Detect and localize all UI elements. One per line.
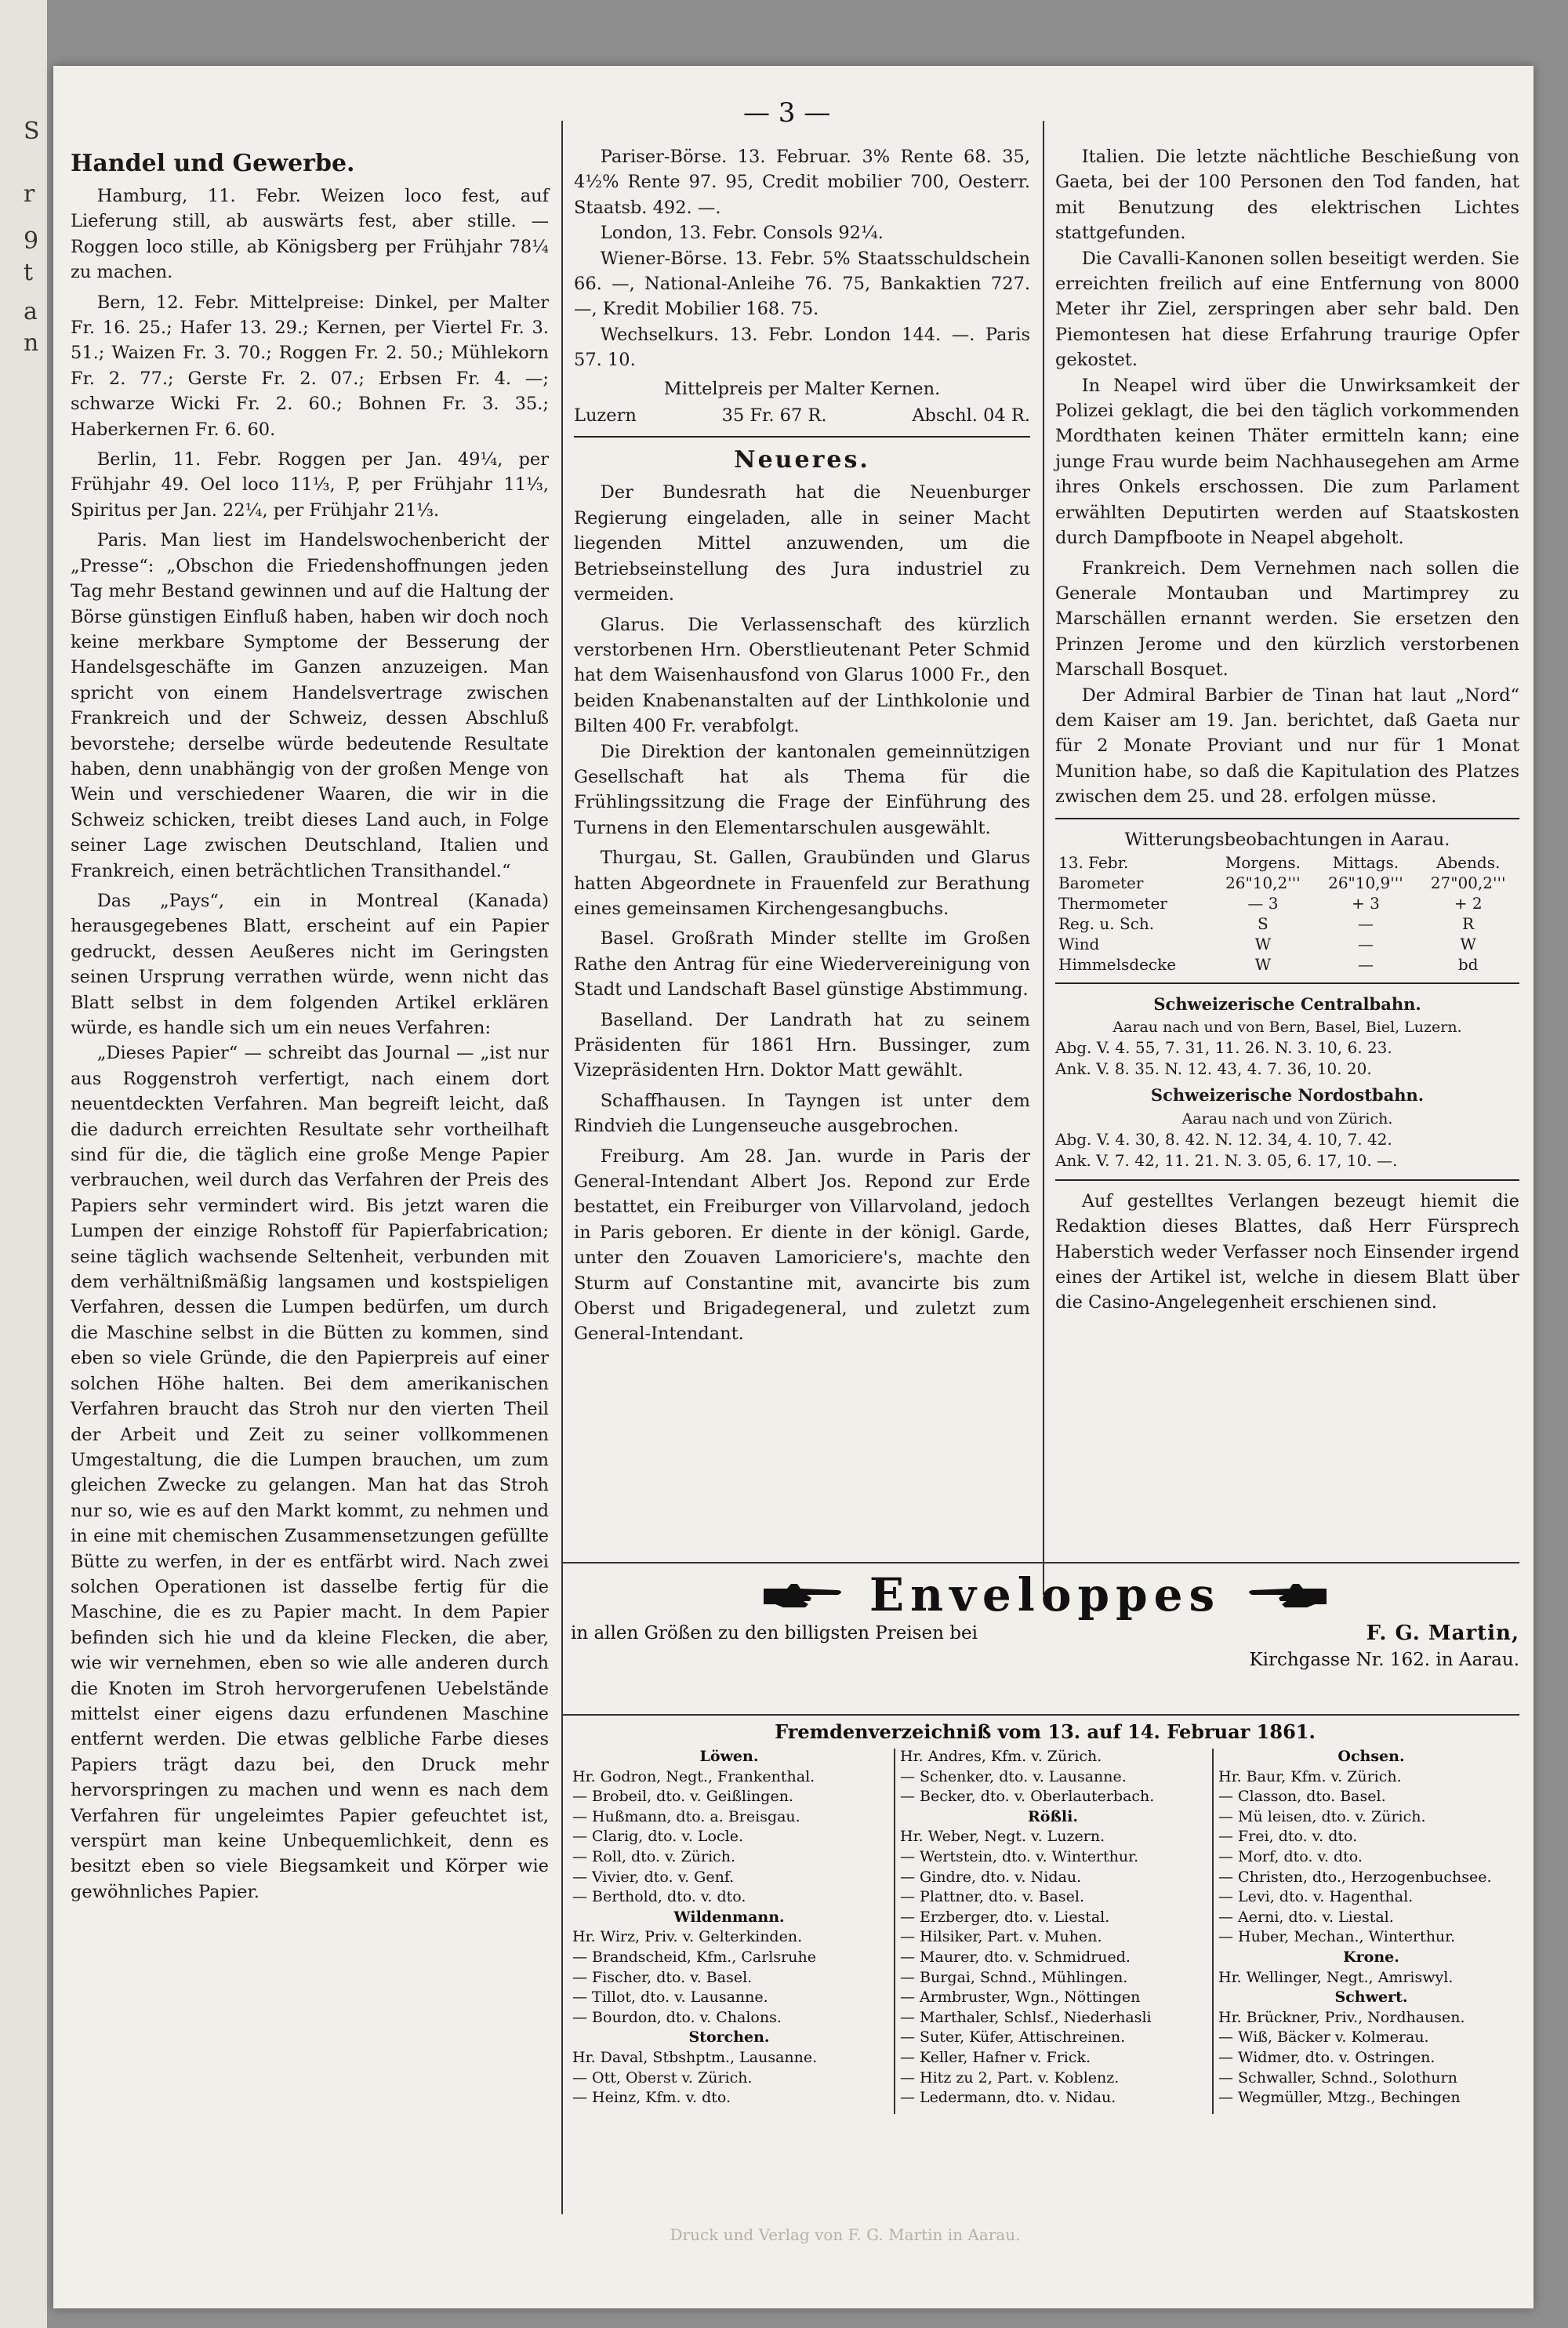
weather-table xyxy=(1055,852,1519,975)
rail-nordost-abg: Abg. V. 4. 30, 8. 42. N. 12. 34, 4. 10, 7. 42. xyxy=(1055,1129,1392,1149)
guest-entry: — Plattner, dto. v. Basel. xyxy=(900,1888,1084,1906)
section-title-handel: Handel und Gewerbe. xyxy=(71,150,355,177)
guest-entry: — Vivier, dto. v. Genf. xyxy=(572,1868,735,1886)
article-thurgau: Thurgau, St. Gallen, Graubünden und Glarus hatten Abgeordnete in Frauenfeld zur Berathung eines gemeinsamen Kirchengesangbuchs. xyxy=(574,848,1030,919)
guest-entry: Hr. Weber, Negt. v. Luzern. xyxy=(900,1828,1105,1846)
mittelpreis-row xyxy=(574,403,1030,428)
fremden-rule-2 xyxy=(1212,1749,1214,2114)
table-row: Thermometer — 3 + 3 + 2 xyxy=(1058,893,1483,913)
rail-nordost-sub: Aarau nach und von Zürich. xyxy=(1181,1110,1393,1128)
guest-entry: — Hitz zu 2, Part. v. Koblenz. xyxy=(900,2068,1120,2086)
mittelpreis-change: Abschl. 04 R. xyxy=(912,405,1030,427)
guest-entry: — Huber, Mechan., Winterthur. xyxy=(1218,1928,1456,1946)
fremden-column-1 xyxy=(572,1747,886,2108)
article-berlin: Berlin, 11. Febr. Roggen per Jan. 49¼, per Frühjahr 49. Oel loco 11⅓, P, per Frühjahr 11⅓, Spiritus per Jan. 22¼, per Frühjahr 21⅓. xyxy=(71,449,549,521)
article-paris: Paris. Man liest im Handelswochenbericht der „Presse“: „Obschon die Friedenshoffnungen jeden Tag mehr Bestand gewinnen und auf die Haltung der Börse günstigen Einfluß haben, haben wir doch noch keine merkbare Symptome der Besserung der Handelsgeschäfte im Ganzen anzuzeigen. Man spricht von einem Handelsvertrage zwischen Frankreich und der Schweiz, dessen Abschluß bevorstehe; derselbe würde bedeutende Resultate haben, denn unabhängig von der großen Menge von Wein und verschiedener Waaren, die wir in die Schweiz schicken, treibt dieses Land auch, in Folge seiner Lage zwischen Deutschland, Italien und Frankreich, einen beträchtlichen Transithandel.“ xyxy=(71,530,549,881)
imprint: Druck und Verlag von F. G. Martin in Aarau. xyxy=(670,2225,1021,2244)
divider xyxy=(574,436,1030,438)
envelope-title-row xyxy=(571,1570,1519,1620)
article-baselland: Baselland. Der Landrath hat zu seinem Präsidenten für 1861 Hrn. Bussinger, zum Vizepräsidenten Hrn. Doktor Matt gewählt. xyxy=(574,1009,1030,1081)
guest-entry: — Burgai, Schnd., Mühlingen. xyxy=(900,1968,1128,1986)
article-neapel: In Neapel wird über die Unwirksamkeit der Polizei geklagt, die bei den täglich vorkommenden Mordthaten keinen Thäter ermitteln kann; eine junge Frau wurde beim Nachhausegehen am Arme ihres Onkels erschossen. Die zum Parlament erwählten Deputirten werden auf Staatskosten durch Dampfboote in Neapel abgeholt. xyxy=(1055,375,1519,549)
guest-entry: — Heinz, Kfm. v. dto. xyxy=(572,2089,731,2107)
guest-entry: — Schwaller, Schnd., Solothurn xyxy=(1218,2068,1457,2086)
article-cavalli: Die Cavalli-Kanonen sollen beseitigt werden. Sie erreichten freilich auf eine Entfernung von 8000 Meter ihr Ziel, zerspringen aber sehr bald. Den Piemontesen hat diese Erfahrung traurige Opfer gekostet. xyxy=(1055,248,1519,371)
guest-entry: — Roll, dto. v. Zürich. xyxy=(572,1847,736,1865)
section-title-neueres: Neueres. xyxy=(734,446,870,474)
article-glarus: Glarus. Die Verlassenschaft des kürzlich verstorbenen Hrn. Oberstlieutenant Peter Schmid hat dem Waisenhausfond von Glarus 1000 Fr., den beiden Knabenanstalten auf der Linthkolonie und Bilten 400 Fr. verabfolgt. xyxy=(574,614,1030,737)
envelope-text: in allen Größen zu den billigsten Preisen bei xyxy=(571,1623,978,1643)
guest-entry: — Ledermann, dto. v. Nidau. xyxy=(900,2089,1116,2107)
table-row: 13. Febr. Morgens. Mittags. Abends. xyxy=(1058,852,1501,872)
guest-entry: — Suter, Küfer, Attischreinen. xyxy=(900,2028,1126,2047)
column-rule-2 xyxy=(1043,121,1044,1595)
guest-entry: — Morf, dto. v. dto. xyxy=(1218,1847,1363,1865)
guest-entry: Hr. Godron, Negt., Frankenthal. xyxy=(572,1767,815,1785)
article-pariser-boerse: Pariser-Börse. 13. Februar. 3% Rente 68. 35, 4½% Rente 97. 95, Credit mobilier 700, Oesterr. Staatsb. 492. —. xyxy=(574,147,1030,218)
article-london: London, 13. Febr. Consols 92¼. xyxy=(600,223,884,244)
guest-entry: — Wertstein, dto. v. Winterthur. xyxy=(900,1847,1139,1865)
table-row: Barometer 26"10,2''' 26"10,9''' 27"00,2''' xyxy=(1058,873,1506,892)
hotel-name: Rößli. xyxy=(1028,1807,1078,1825)
guest-entry: — Keller, Hafner v. Frick. xyxy=(900,2048,1091,2066)
page-number: — 3 — xyxy=(743,97,831,129)
table-row: Reg. u. Sch. S — R xyxy=(1058,913,1475,933)
article-admiral: Der Admiral Barbier de Tinan hat laut „Nord“ dem Kaiser am 19. Jan. berichtet, daß Gaeta nur für 2 Monate Proviant und nur für 1 Monat Munition habe, so daß die Kapitulation des Platzes zwischen dem 25. und 28. erfolgen müsse. xyxy=(1055,685,1519,808)
envelope-ad xyxy=(571,1570,1519,1673)
weather-title: Witterungsbeobachtungen in Aarau. xyxy=(1124,829,1450,850)
mittelpreis-city: Luzern xyxy=(574,405,637,427)
column-handel xyxy=(71,144,549,1905)
fremden-column-3 xyxy=(1218,1747,1524,2108)
article-italien: Italien. Die letzte nächtliche Beschießung von Gaeta, bei der 100 Personen den Tod fanden, hat mit Benutzung des elektrischen Lichtes stattgefunden. xyxy=(1055,147,1519,244)
fremden-title: Fremdenverzeichniß vom 13. auf 14. Februar 1861. xyxy=(775,1720,1316,1743)
rail-central-abg: Abg. V. 4. 55, 7. 31, 11. 26. N. 3. 10, 6. 23. xyxy=(1055,1038,1392,1058)
guest-entry: — Wiß, Bäcker v. Kolmerau. xyxy=(1218,2028,1429,2047)
hotel-name: Ochsen. xyxy=(1338,1748,1405,1765)
article-bern: Bern, 12. Febr. Mittelpreise: Dinkel, per Malter Fr. 16. 25.; Hafer 13. 29.; Kernen, per Viertel Fr. 3. 51.; Waizen Fr. 3. 70.; Roggen Fr. 2. 50.; Mühlekorn Fr. 2. 77.; Gerste Fr. 2. 07.; Erbsen Fr. 4. —; schwarze Wicki Fr. 2. 60.; Bohnen Fr. 3. 35.; Haberkernen Fr. 6. 60. xyxy=(71,292,549,440)
guest-entry: — Ott, Oberst v. Zürich. xyxy=(572,2068,753,2086)
table-row: Wind W — W xyxy=(1058,934,1476,953)
hotel-name: Storchen. xyxy=(688,2028,770,2047)
article-schaffhausen: Schaffhausen. In Tayngen ist unter dem Rindvieh die Lungenseuche ausgebrochen. xyxy=(574,1090,1030,1137)
guest-entry: — Mü leisen, dto. v. Zürich. xyxy=(1218,1807,1426,1825)
guest-entry: — Becker, dto. v. Oberlauterbach. xyxy=(900,1788,1155,1806)
column-italien xyxy=(1055,144,1519,1316)
pointing-hand-right-icon xyxy=(760,1579,846,1611)
guest-entry: — Hußmann, dto. a. Breisgau. xyxy=(572,1807,800,1825)
article-frankreich: Frankreich. Dem Vernehmen nach sollen die Generale Montauban und Martimprey zu Marschällen ernannt werden. Sie ersetzen den Prinzen Jerome und den kürzlich verstorbenen Marschall Bosquet. xyxy=(1055,557,1519,681)
guest-entry: Hr. Baur, Kfm. v. Zürich. xyxy=(1218,1767,1402,1785)
fremden-rule-1 xyxy=(894,1749,895,2114)
guest-entry: Hr. Wellinger, Negt., Amriswyl. xyxy=(1218,1968,1454,1986)
adjacent-page-edge: S r 9 t a n xyxy=(0,0,47,2328)
envelope-firm: F. G. Martin, xyxy=(1366,1622,1519,1645)
article-wechselkurs: Wechselkurs. 13. Febr. London 144. —. Paris 57. 10. xyxy=(574,324,1030,371)
divider xyxy=(1055,982,1519,984)
article-pays-quote: „Dieses Papier“ — schreibt das Journal — „ist nur aus Roggenstroh verfertigt, nach einem dort neuentdeckten Verfahren. Man begreift leicht, daß die dadurch erreichten Resultate sehr vortheilhaft sind für die, die täglich eine große Menge Papier verbrauchen, weil durch das Verfahren der Preis des Papiers sehr vermindert wird. Bis jetzt waren die Lumpen der einzige Rohstoff für Papierfabrication; seine täglich wachsende Seltenheit, verbunden mit dem verhältnißmäßig langsamen und kostspieligen Verfahren, dessen die Lumpen bedürfen, um durch die Maschine selbst in die Bütten zu kommen, sind eben so viele Gründe, die den Papierpreis auf einer solchen Höhe halten. Bei dem amerikanischen Verfahren braucht das Stroh nur den vierten Theil der Arbeit und Zeit zu seiner vollkommenen Umgestaltung, die die Lumpen brauchen, um zum gleichen Zwecke zu gelangen. Man hat das Stroh nur so, wie es auf den Markt kommt, zu nehmen und in eine mit chemischen Zusammensetzungen gefüllte Bütte zu werfen, in der es entfärbt wird. Nach zwei solchen Operationen ist dasselbe fertig für die Maschine, die es zu Papier macht. In dem Papier befinden sich hie und da kleine Flecken, die aber, wie wir vernehmen, eben so wie alle anderen durch die Knoten im Stroh hervorgerufenen Uebelstände mittelst einer eigens dazu erfundenen Maschine entfernt werden. Die etwas gelbliche Farbe dieses Papiers trägt dazu bei, den Druck mehr hervorspringen zu machen und wenn es nach dem Verfahren für ungeleimtes Papier gefeuchtet ist, verspürt man keine Unbequemlichkeit, denn es besitzt eben so viele Biegsamkeit und Körper wie gewöhnliches Papier. xyxy=(71,1043,549,1902)
guest-entry: — Maurer, dto. v. Schmidrued. xyxy=(900,1948,1131,1966)
rail-nordost-title: Schweizerische Nordostbahn. xyxy=(1150,1085,1425,1106)
guest-entry: — Berthold, dto. v. dto. xyxy=(572,1888,746,1906)
article-hamburg: Hamburg, 11. Febr. Weizen loco fest, auf Lieferung still, ab auswärts fest, aber stille. — Roggen loco stille, ab Königsberg per Frühjahr 78¼ zu machen. xyxy=(71,186,549,283)
mittelpreis-price: 35 Fr. 67 R. xyxy=(721,405,827,427)
guest-entry: — Tillot, dto. v. Lausanne. xyxy=(572,1988,768,2007)
guest-entry: — Marthaler, Schlsf., Niederhasli xyxy=(900,2008,1152,2026)
rail-nordost-ank: Ank. V. 7. 42, 11. 21. N. 3. 05, 6. 17, 10. —. xyxy=(1055,1150,1398,1170)
mittelpreis-title: Mittelpreis per Malter Kernen. xyxy=(663,378,941,399)
guest-entry: Hr. Wirz, Priv. v. Gelterkinden. xyxy=(572,1928,803,1946)
column-rule-1 xyxy=(561,121,563,2214)
rail-central-title: Schweizerische Centralbahn. xyxy=(1153,993,1421,1014)
guest-entry: — Wegmüller, Mtzg., Bechingen xyxy=(1218,2089,1461,2107)
article-direktion: Die Direktion der kantonalen gemeinnützigen Gesellschaft hat als Thema für die Frühlingssitzung die Frage der Einführung des Turnens in den Elementarschulen ausgewählt. xyxy=(574,741,1030,838)
article-bundesrath: Der Bundesrath hat die Neuenburger Regierung eingeladen, alle in seiner Macht liegenden Mittel anzuwenden, um die Betriebseinstellung des Jura industriel zu vermeiden. xyxy=(574,482,1030,605)
article-wiener-boerse: Wiener-Börse. 13. Febr. 5% Staatsschuldschein 66. —, National-Anleihe 76. 75, Bankaktien 727. —, Kredit Mobilier 168. 75. xyxy=(574,248,1030,320)
guest-entry: — Brandscheid, Kfm., Carlsruhe xyxy=(572,1948,816,1966)
newspaper-page xyxy=(53,66,1534,2308)
guest-entry: — Gindre, dto. v. Nidau. xyxy=(900,1868,1082,1886)
divider xyxy=(1055,818,1519,819)
divider xyxy=(1055,1179,1519,1181)
article-basel: Basel. Großrath Minder stellte im Großen Rathe den Antrag für eine Wiedervereinigung von Stadt und Landschaft Basel günstige Abstimmung. xyxy=(574,928,1030,1001)
column-boerse-neueres xyxy=(574,144,1030,1347)
article-pays-intro: Das „Pays“, ein in Montreal (Kanada) herausgegebenes Blatt, erscheint auf ein Papier gedruckt, dessen Aeußeres nicht im Geringsten seinen Ursprung verrathen würde, wenn nicht das Blatt selbst in dem folgenden Artikel erklären würde, es handle sich um ein neues Verfahren: xyxy=(71,890,549,1038)
fremden-column-2 xyxy=(900,1747,1206,2108)
ad-rule-bottom xyxy=(563,1714,1519,1716)
rail-central-ank: Ank. V. 8. 35. N. 12. 43, 4. 7. 36, 10. 20. xyxy=(1055,1059,1372,1079)
guest-entry: — Widmer, dto. v. Ostringen. xyxy=(1218,2048,1436,2066)
guest-entry: — Frei, dto. v. dto. xyxy=(1218,1828,1358,1846)
guest-entry: Hr. Andres, Kfm. v. Zürich. xyxy=(900,1748,1102,1765)
hotel-name: Löwen. xyxy=(699,1748,759,1765)
guest-entry: — Schenker, dto. v. Lausanne. xyxy=(900,1767,1127,1785)
hotel-name: Krone. xyxy=(1343,1948,1399,1966)
envelope-line xyxy=(571,1620,1519,1647)
guest-entry: Hr. Daval, Stbshptm., Lausanne. xyxy=(572,2048,818,2066)
envelope-title: Enveloppes xyxy=(869,1568,1221,1622)
hotel-name: Schwert. xyxy=(1334,1988,1408,2007)
guest-entry: Hr. Brückner, Priv., Nordhausen. xyxy=(1218,2008,1465,2026)
guest-entry: — Erzberger, dto. v. Liestal. xyxy=(900,1908,1110,1926)
guest-entry: — Armbruster, Wgn., Nöttingen xyxy=(900,1988,1141,2007)
guest-entry: — Hilsiker, Part. v. Muhen. xyxy=(900,1928,1102,1946)
article-freiburg: Freiburg. Am 28. Jan. wurde in Paris der General-Intendant Albert Jos. Repond zur Erde bestattet, ein Freiburger von Villarvoland, jedoch in Paris geboren. Er diente in der königl. Garde, unter den Zouaven Lamoriciere's, machte den Sturm auf Constantine mit, avancirte bis zum Oberst und Brigadegeneral, und zuletzt zum General-Intendant. xyxy=(574,1146,1030,1345)
ad-rule-top xyxy=(563,1562,1519,1564)
guest-entry: — Classon, dto. Basel. xyxy=(1218,1788,1386,1806)
guest-entry: — Clarig, dto. v. Locle. xyxy=(572,1828,743,1846)
hotel-name: Wildenmann. xyxy=(673,1908,785,1926)
guest-entry: — Levi, dto. v. Hagenthal. xyxy=(1218,1888,1414,1906)
rail-central-sub: Aarau nach und von Bern, Basel, Biel, Luzern. xyxy=(1112,1019,1462,1037)
guest-entry: — Brobeil, dto. v. Geißlingen. xyxy=(572,1788,793,1806)
guest-entry: — Christen, dto., Herzogenbuchsee. xyxy=(1218,1868,1492,1886)
pointing-hand-left-icon xyxy=(1244,1579,1330,1611)
guest-entry: — Aerni, dto. v. Liestal. xyxy=(1218,1908,1394,1926)
envelope-address: Kirchgasse Nr. 162. in Aarau. xyxy=(1249,1650,1519,1670)
guest-entry: — Bourdon, dto. v. Chalons. xyxy=(572,2008,782,2026)
notice-redaktion: Auf gestelltes Verlangen bezeugt hiemit die Redaktion dieses Blattes, daß Herr Fürsprech Haberstich weder Verfasser noch Einsender irgend eines der Artikel ist, welche in diesem Blatt über die Casino-Angelegenheit erschienen sind. xyxy=(1055,1190,1519,1313)
table-row: Himmelsdecke W — bd xyxy=(1058,954,1479,974)
guest-entry: — Fischer, dto. v. Basel. xyxy=(572,1968,753,1986)
